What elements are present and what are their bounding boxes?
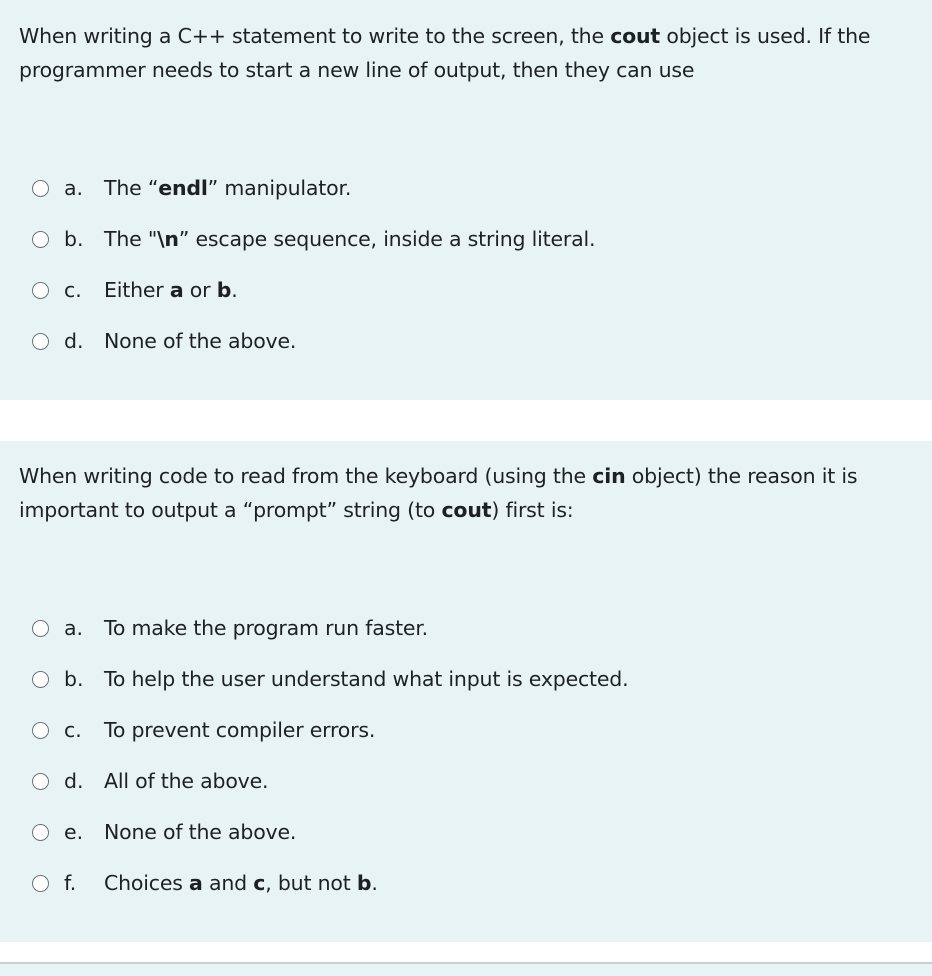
q1-option-b[interactable] bbox=[0, 214, 932, 265]
q1-option-c[interactable] bbox=[0, 265, 932, 316]
option-letter: e. bbox=[64, 820, 84, 844]
q2-option-d[interactable] bbox=[0, 756, 932, 807]
option-text: None of the above. bbox=[104, 329, 297, 353]
option-text: The "\n” escape sequence, inside a string literal. bbox=[104, 227, 596, 251]
q2-option-f[interactable] bbox=[0, 858, 932, 909]
radio-button[interactable] bbox=[32, 773, 49, 790]
option-letter: f. bbox=[64, 871, 77, 895]
q2-option-e[interactable] bbox=[0, 807, 932, 858]
option-letter: b. bbox=[64, 667, 84, 691]
radio-button[interactable] bbox=[32, 671, 49, 688]
radio-button[interactable] bbox=[32, 722, 49, 739]
option-text: Choices a and c, but not b. bbox=[104, 871, 378, 895]
option-letter: d. bbox=[64, 769, 84, 793]
radio-button[interactable] bbox=[32, 333, 49, 350]
option-letter: c. bbox=[64, 278, 82, 302]
radio-button[interactable] bbox=[32, 180, 49, 197]
radio-button[interactable] bbox=[32, 620, 49, 637]
option-letter: b. bbox=[64, 227, 84, 251]
option-letter: d. bbox=[64, 329, 84, 353]
question-2 bbox=[0, 441, 932, 942]
option-text: To help the user understand what input is expected. bbox=[104, 667, 629, 691]
radio-button[interactable] bbox=[32, 282, 49, 299]
radio-button[interactable] bbox=[32, 231, 49, 248]
radio-button[interactable] bbox=[32, 824, 49, 841]
option-text: All of the above. bbox=[104, 769, 269, 793]
option-text: Either a or b. bbox=[104, 278, 238, 302]
q2-option-b[interactable] bbox=[0, 654, 932, 705]
q1-option-d[interactable] bbox=[0, 316, 932, 367]
q1-option-a[interactable] bbox=[0, 163, 932, 214]
q2-option-a[interactable] bbox=[0, 603, 932, 654]
question-1-text: When writing a C++ statement to write to the screen, the cout object is used. If the programmer needs to start a new line of output, then they can use bbox=[19, 24, 871, 82]
option-text: None of the above. bbox=[104, 820, 297, 844]
option-text: To prevent compiler errors. bbox=[104, 718, 376, 742]
radio-button[interactable] bbox=[32, 875, 49, 892]
option-letter: a. bbox=[64, 616, 84, 640]
q2-option-c[interactable] bbox=[0, 705, 932, 756]
option-letter: c. bbox=[64, 718, 82, 742]
option-letter: a. bbox=[64, 176, 84, 200]
option-text: To make the program run faster. bbox=[104, 616, 428, 640]
option-text: The “endl” manipulator. bbox=[104, 176, 352, 200]
question-2-text: When writing code to read from the keyboard (using the cin object) the reason it is important to output a “prompt” string (to cout) first is: bbox=[19, 464, 858, 522]
question-1 bbox=[0, 0, 932, 400]
